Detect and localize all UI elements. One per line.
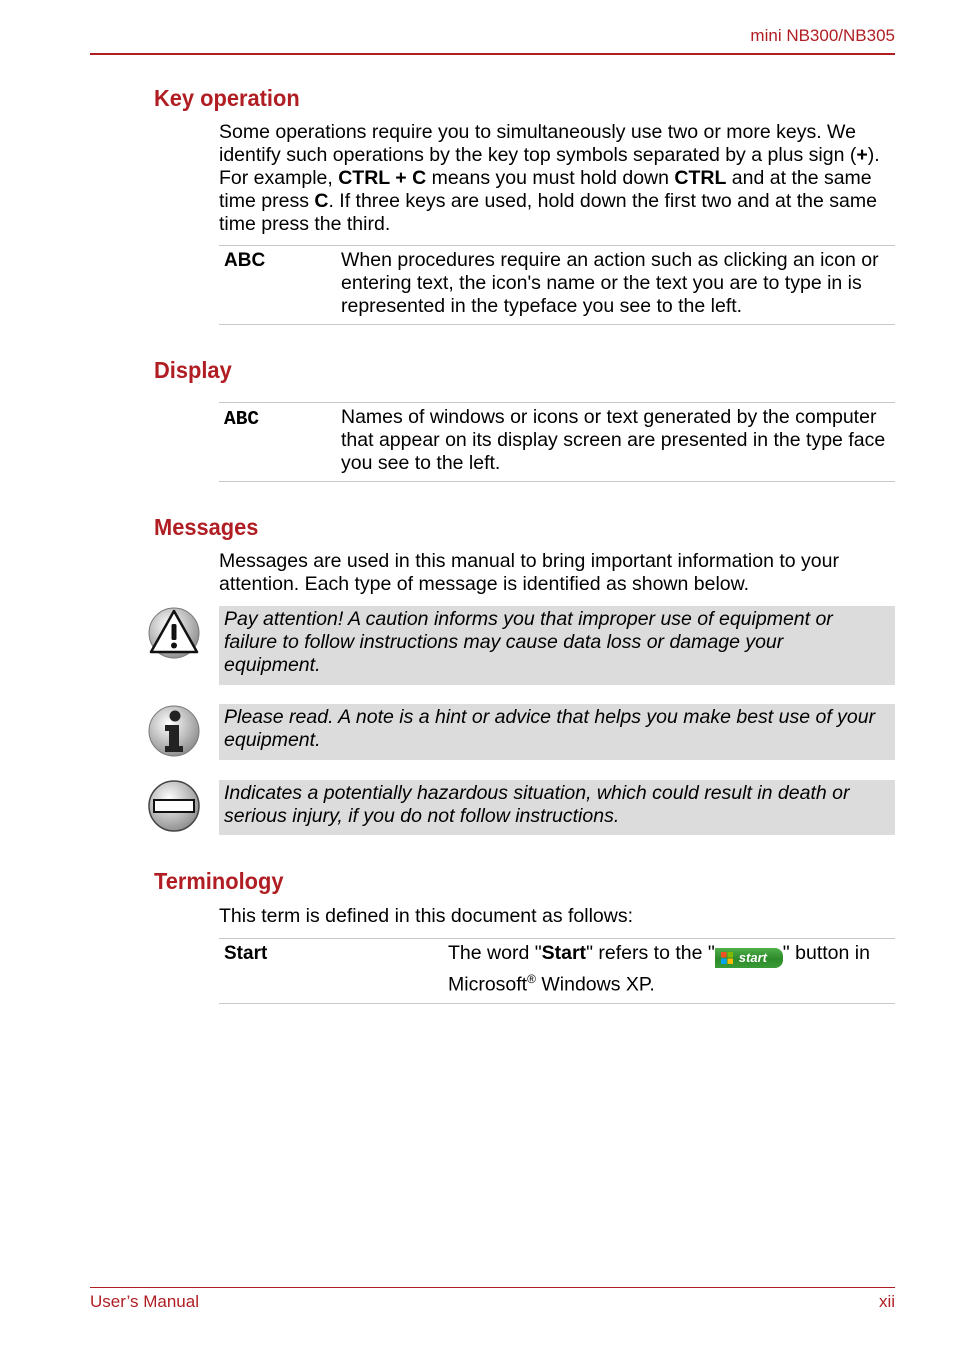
note-message: Please read. A note is a hint or advice that helps you make best use of your equipment. [219, 704, 895, 760]
term-description: The word "Start" refers to the " start " button in Microsoft® Windows XP. [448, 942, 870, 996]
windows-flag-icon [721, 952, 733, 964]
heading-terminology: Terminology [154, 868, 284, 894]
table-row [219, 246, 895, 324]
key-operation-table [219, 245, 895, 325]
footer-page-number: xii [878, 1292, 895, 1311]
caution-icon [148, 607, 200, 659]
note-icon [148, 705, 200, 757]
display-table [219, 402, 895, 482]
term-abc-bold: ABC [224, 250, 266, 271]
terminology-table [219, 938, 895, 1004]
term-start: Start [224, 943, 268, 964]
caution-message: Pay attention! A caution informs you that improper use of equipment or failure to follow instructions may cause data loss or damage your equipment. [219, 606, 895, 685]
messages-intro: Messages are used in this manual to bring important information to your attention. Each type of message is identified as shown below. [219, 550, 839, 595]
warning-message: Indicates a potentially hazardous situation, which could result in death or serious injury, if you do not follow instructions. [219, 780, 895, 835]
term-abc-mono: ABC [224, 408, 260, 430]
heading-display: Display [154, 357, 232, 383]
footer-rule [90, 1287, 895, 1288]
warning-icon [148, 780, 200, 832]
start-button-image: start [715, 948, 783, 968]
terminology-intro: This term is defined in this document as follows: [219, 905, 634, 927]
term-description: Names of windows or icons or text generated by the computer that appear on its display screen are presented in the type face you see to the left. [341, 406, 886, 474]
heading-messages: Messages [154, 514, 259, 540]
header-rule [90, 53, 895, 55]
table-row [219, 939, 895, 1003]
header-model: mini NB300/NB305 [750, 26, 895, 45]
footer-manual-title: User’s Manual [90, 1292, 199, 1311]
table-row [219, 403, 895, 481]
key-operation-paragraph: Some operations require you to simultaneously use two or more keys. We identify such operations by the key top symbols separated by a plus sign (+). For example, CTRL + C means you must hold down CTRL and at the same time press C. If three keys are used, hold down the first two and at the same time press the third. [219, 121, 880, 235]
term-description: When procedures require an action such as clicking an icon or entering text, the icon's name or the text you are to type in is represented in the typeface you see to the left. [341, 249, 879, 317]
heading-key-operation: Key operation [154, 85, 300, 111]
